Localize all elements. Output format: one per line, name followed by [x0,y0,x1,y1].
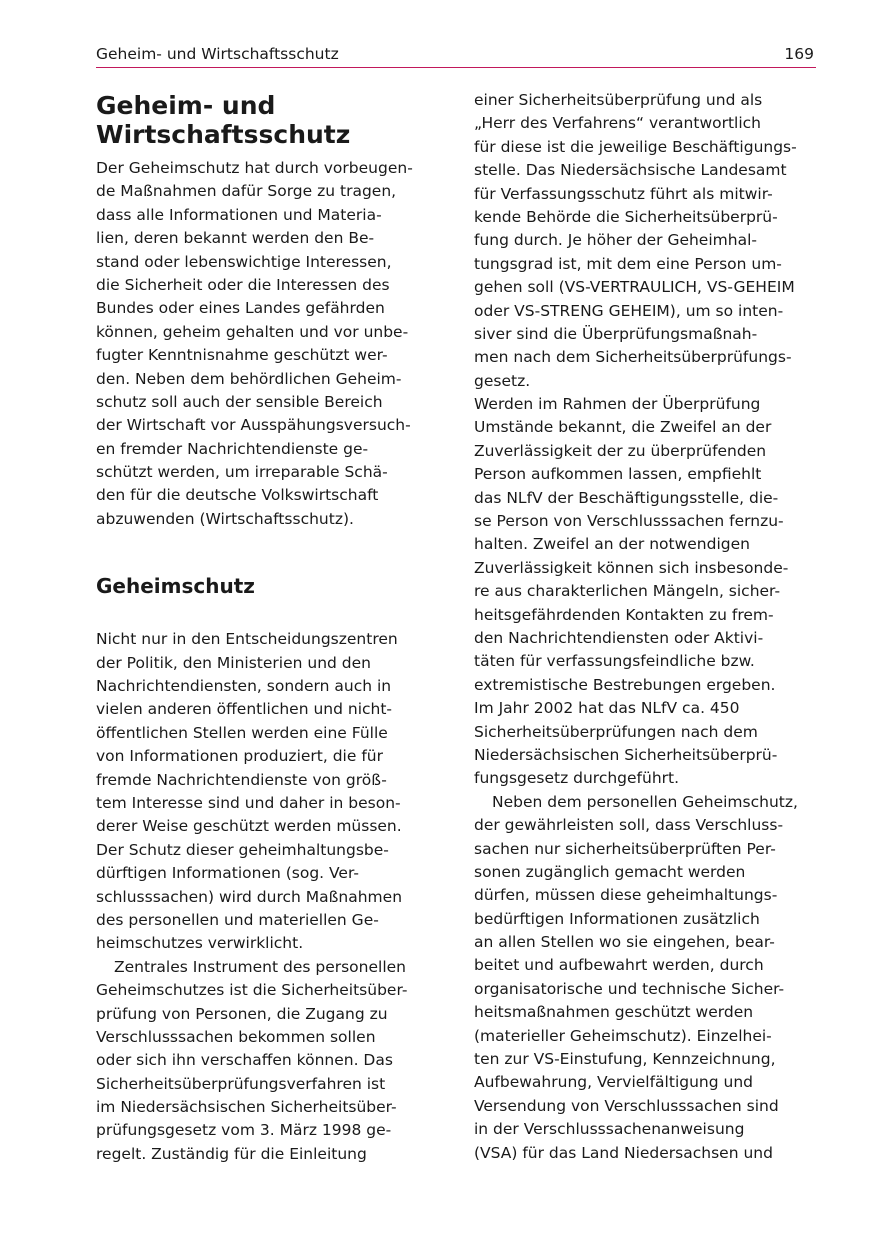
text-line: siver sind die Überprüfungsmaßnah- [474,324,758,343]
text-line: stand oder lebenswichtige Interessen, [96,252,392,271]
text-line: an allen Stellen wo sie eingehen, bear- [474,933,775,952]
text-line: sonen zugänglich gemacht werden [474,862,746,881]
right-paragraph-2 [474,393,819,791]
text-line: Versendung von Verschlusssachen sind [474,1096,779,1115]
section-paragraph-1 [96,628,441,955]
text-line: regelt. Zuständig für die Einleitung [96,1144,367,1163]
text-line: en fremder Nachrichtendienste ge- [96,439,369,458]
text-line: den für die deutsche Volkswirtschaft [96,486,379,505]
text-line: des personellen und materiellen Ge- [96,910,379,929]
text-line: bedürftigen Informationen zusätzlich [474,909,760,928]
text-line: öffentlichen Stellen werden eine Fülle [96,723,388,742]
right-column [474,89,819,1165]
text-line: Person aufkommen lassen, empfiehlt [474,465,762,484]
text-line: Sicherheitsüberprüfungsverfahren ist [96,1074,386,1093]
text-line: Der Geheimschutz hat durch vorbeugen- [96,159,413,177]
text-line: Neben dem personellen Geheimschutz, [492,792,798,811]
text-line: fungsgesetz durchgeführt. [474,769,680,788]
text-line: Aufbewahrung, Vervielfältigung und [474,1073,753,1092]
text-line: ten zur VS-Einstufung, Kennzeichnung, [474,1050,776,1069]
text-line: der Politik, den Ministerien und den [96,653,371,672]
text-line: oder sich ihn verschaffen können. Das [96,1051,393,1070]
text-line: den. Neben dem behördlichen Geheim- [96,369,402,388]
text-line: stelle. Das Niedersächsische Landesamt [474,161,787,180]
text-line: einer Sicherheitsüberprüfung und als [474,91,763,109]
text-line: Im Jahr 2002 hat das NLfV ca. 450 [474,699,740,718]
text-line: von Informationen produziert, die für [96,747,383,766]
text-line: Zuverlässigkeit der zu überprüfenden [474,441,767,460]
text-line: fung durch. Je höher der Geheimhal- [474,231,757,250]
text-line: se Person von Verschlusssachen fernzu- [474,512,784,531]
text-line: gehen soll (VS-VERTRAULICH, VS-GEHEIM [474,278,795,297]
text-line: (materieller Geheimschutz). Einzelhei- [474,1026,772,1045]
text-line: (VSA) für das Land Niedersachsen und [474,1143,773,1162]
text-line: schlusssachen) wird durch Maßnahmen [96,887,403,906]
text-line: im Niedersächsischen Sicherheitsüber- [96,1098,397,1117]
text-line: derer Weise geschützt werden müssen. [96,817,402,836]
text-line: dass alle Informationen und Materia- [96,205,382,224]
text-line: Verschlusssachen bekommen sollen [96,1027,376,1046]
text-line: re aus charakterlichen Mängeln, sicher- [474,582,781,601]
text-line: prüfungsgesetz vom 3. März 1998 ge- [96,1121,392,1140]
text-line: gesetz. [474,371,531,390]
text-line: „Herr des Verfahrens“ verantwortlich [474,114,762,133]
text-line: kende Behörde die Sicherheitsüberprü- [474,207,778,226]
text-line: Zentrales Instrument des personellen [114,957,406,976]
text-line: die Sicherheit oder die Interessen des [96,275,390,294]
text-line: täten für verfassungsfeindliche bzw. [474,652,755,671]
text-line: sachen nur sicherheitsüberprüften Per- [474,839,776,858]
text-line: lien, deren bekannt werden den Be- [96,229,375,248]
text-line: Geheimschutzes ist die Sicherheitsüber- [96,981,408,1000]
text-line: fugter Kenntnisnahme geschützt wer- [96,346,388,365]
text-line: Niedersächsischen Sicherheitsüberprü- [474,745,778,764]
text-line: Der Schutz dieser geheimhaltungsbe- [96,840,389,859]
text-line: heimschutzes verwirklicht. [96,934,304,953]
text-line: men nach dem Sicherheitsüberprüfungs- [474,348,792,367]
running-header-title: Geheim- und Wirtschaftsschutz [96,45,339,63]
text-line: heitsgefährdenden Kontakten zu frem- [474,605,774,624]
text-line: de Maßnahmen dafür Sorge zu tragen, [96,182,397,201]
text-line: tem Interesse sind und daher in beson- [96,793,401,812]
text-line: das NLfV der Beschäftigungsstelle, die- [474,488,779,507]
text-line: der Wirtschaft vor Ausspähungsversuch- [96,416,411,435]
text-line: dürfen, müssen diese geheimhaltungs- [474,886,778,905]
article-title [96,89,441,149]
text-line: schutz soll auch der sensible Bereich [96,392,383,411]
text-line: prüfung von Personen, die Zugang zu [96,1004,388,1023]
text-line: fremde Nachrichtendienste von größ- [96,770,387,789]
left-column [96,89,441,1166]
text-line: Werden im Rahmen der Überprüfung [474,395,761,414]
text-line: halten. Zweifel an der notwendigen [474,535,750,554]
text-line: Bundes oder eines Landes gefährden [96,299,385,318]
header-rule [96,67,816,68]
section-paragraph-2 [96,956,441,1167]
right-paragraph-3 [474,791,819,1165]
text-line: für diese ist die jeweilige Beschäftigungs- [474,137,797,156]
page-number: 169 [784,45,814,63]
text-line: den Nachrichtendiensten oder Aktivi- [474,628,764,647]
text-line: können, geheim gehalten und vor unbe- [96,322,409,341]
text-line: Umstände bekannt, die Zweifel an der [474,418,772,437]
title-line: Wirtschaftsschutz [96,120,351,149]
running-header [96,44,816,68]
text-line: in der Verschlusssachenanweisung [474,1120,745,1139]
text-line: Nachrichtendiensten, sondern auch in [96,677,392,696]
text-line: dürftigen Informationen (sog. Ver- [96,864,359,883]
intro-paragraph [96,157,441,531]
text-line: für Verfassungsschutz führt als mitwir- [474,184,773,203]
text-line: Sicherheitsüberprüfungen nach dem [474,722,758,741]
section-heading: Geheimschutz [96,574,255,599]
text-line: tungsgrad ist, mit dem eine Person um- [474,254,782,273]
text-line: der gewährleisten soll, dass Verschluss- [474,816,784,835]
text-line: schützt werden, um irreparable Schä- [96,463,388,482]
text-line: abzuwenden (Wirtschaftsschutz). [96,509,354,528]
text-line: extremistische Bestrebungen ergeben. [474,675,776,694]
text-line: heitsmaßnahmen geschützt werden [474,1003,754,1022]
text-line: Zuverlässigkeit können sich insbesonde- [474,558,789,577]
text-line: beitet und aufbewahrt werden, durch [474,956,764,975]
right-paragraph-1 [474,89,819,393]
text-line: Nicht nur in den Entscheidungszentren [96,630,398,649]
title-line: Geheim- und [96,91,276,120]
text-line: vielen anderen öffentlichen und nicht- [96,700,393,719]
text-line: organisatorische und technische Sicher- [474,979,785,998]
text-line: oder VS-STRENG GEHEIM), um so inten- [474,301,784,320]
